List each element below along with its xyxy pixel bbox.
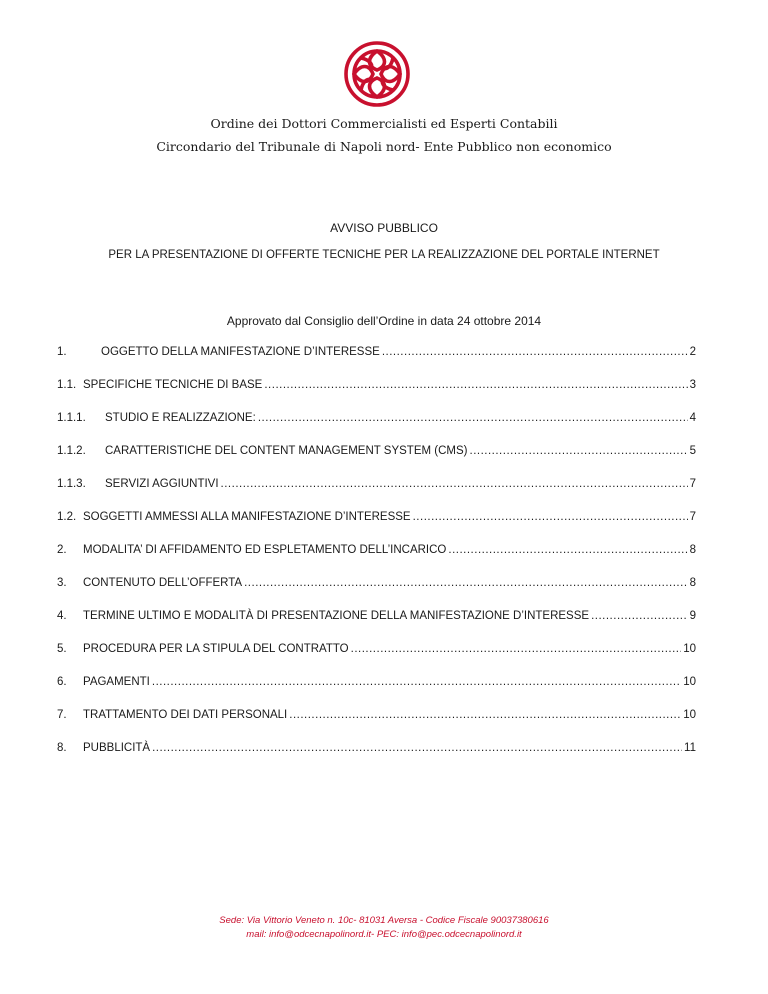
toc-entry[interactable] xyxy=(57,676,696,694)
footer-contacts: mail: info@odcecnapolinord.it- PEC: info@pec.odcecnapolinord.it xyxy=(246,929,522,940)
toc-entry[interactable] xyxy=(57,379,696,397)
toc-title: STUDIO E REALIZZAZIONE: xyxy=(105,412,256,424)
toc-leader xyxy=(221,478,688,490)
toc-page-number: 11 xyxy=(684,742,696,754)
toc-leader xyxy=(264,379,687,391)
toc-leader xyxy=(448,544,687,556)
knot-seal-icon xyxy=(343,40,411,108)
toc-number: 1.2. xyxy=(57,511,77,523)
toc-number: 1.1.2. xyxy=(57,445,86,457)
toc-title: CARATTERISTICHE DEL CONTENT MANAGEMENT SYSTEM (CMS) xyxy=(105,445,468,457)
toc-page-number: 10 xyxy=(683,643,696,655)
toc-leader xyxy=(152,742,682,754)
toc-entry[interactable] xyxy=(57,445,696,463)
toc-title: PROCEDURA PER LA STIPULA DEL CONTRATTO xyxy=(83,643,349,655)
toc-number: 3. xyxy=(57,577,67,589)
toc-entry[interactable] xyxy=(57,511,696,529)
footer-address: Sede: Via Vittorio Veneto n. 10c- 81031 Aversa - Codice Fiscale 90037380616 xyxy=(219,915,549,926)
toc-page-number: 10 xyxy=(683,709,696,721)
approval-note: Approvato dal Consiglio dell’Ordine in data 24 ottobre 2014 xyxy=(226,314,542,328)
toc-title: SERVIZI AGGIUNTIVI xyxy=(105,478,219,490)
org-name-line2: Circondario del Tribunale di Napoli nord- Ente Pubblico non economico xyxy=(156,139,612,154)
toc-page-number: 5 xyxy=(689,445,696,457)
toc-number: 1. xyxy=(57,346,67,358)
toc-title: TRATTAMENTO DEI DATI PERSONALI xyxy=(83,709,288,721)
toc-page-number: 3 xyxy=(689,379,696,391)
toc-title: CONTENUTO DELL’OFFERTA xyxy=(83,577,243,589)
toc-leader xyxy=(244,577,687,589)
toc-title: SOGGETTI AMMESSI ALLA MANIFESTAZIONE D’INTERESSE xyxy=(83,511,411,523)
toc-entry[interactable] xyxy=(57,709,696,727)
toc-title: OGGETTO DELLA MANIFESTAZIONE D’INTERESSE xyxy=(101,346,380,358)
toc-entry[interactable] xyxy=(57,346,696,364)
toc-number: 1.1.3. xyxy=(57,478,86,490)
toc-title: SPECIFICHE TECNICHE DI BASE xyxy=(83,379,263,391)
toc-entry[interactable] xyxy=(57,544,696,562)
toc-page-number: 7 xyxy=(689,478,696,490)
toc-number: 1.1. xyxy=(57,379,77,391)
toc-leader xyxy=(591,610,688,622)
toc-leader xyxy=(289,709,681,721)
notice-title: AVVISO PUBBLICO xyxy=(330,221,438,235)
toc-leader xyxy=(470,445,688,457)
toc-number: 5. xyxy=(57,643,67,655)
toc-leader xyxy=(258,412,688,424)
toc-entry[interactable] xyxy=(57,577,696,595)
toc-entry[interactable] xyxy=(57,610,696,628)
toc-number: 7. xyxy=(57,709,67,721)
toc-leader xyxy=(382,346,688,358)
toc-title: TERMINE ULTIMO E MODALITÀ DI PRESENTAZIONE DELLA MANIFESTAZIONE D’INTERESSE xyxy=(83,610,590,622)
toc-page-number: 7 xyxy=(689,511,696,523)
toc-leader xyxy=(351,643,682,655)
toc-number: 2. xyxy=(57,544,67,556)
toc-title: PAGAMENTI xyxy=(83,676,150,688)
toc-number: 6. xyxy=(57,676,67,688)
notice-subtitle: PER LA PRESENTAZIONE DI OFFERTE TECNICHE PER LA REALIZZAZIONE DEL PORTALE INTERNET xyxy=(108,249,660,261)
toc-entry[interactable] xyxy=(57,478,696,496)
toc-page-number: 10 xyxy=(683,676,696,688)
toc-entry[interactable] xyxy=(57,742,696,760)
toc-title: PUBBLICITÀ xyxy=(83,742,151,754)
toc-leader xyxy=(152,676,681,688)
toc-leader xyxy=(413,511,688,523)
toc-page-number: 8 xyxy=(689,544,696,556)
toc-page-number: 9 xyxy=(689,610,696,622)
toc-page-number: 4 xyxy=(689,412,696,424)
toc-entry[interactable] xyxy=(57,412,696,430)
toc-title: MODALITA’ DI AFFIDAMENTO ED ESPLETAMENTO DELL’INCARICO xyxy=(83,544,447,556)
org-name-line1: Ordine dei Dottori Commercialisti ed Esperti Contabili xyxy=(210,116,558,131)
toc-number: 1.1.1. xyxy=(57,412,86,424)
toc-page-number: 2 xyxy=(689,346,696,358)
toc-number: 4. xyxy=(57,610,67,622)
toc-entry[interactable] xyxy=(57,643,696,661)
toc-number: 8. xyxy=(57,742,67,754)
toc-page-number: 8 xyxy=(689,577,696,589)
